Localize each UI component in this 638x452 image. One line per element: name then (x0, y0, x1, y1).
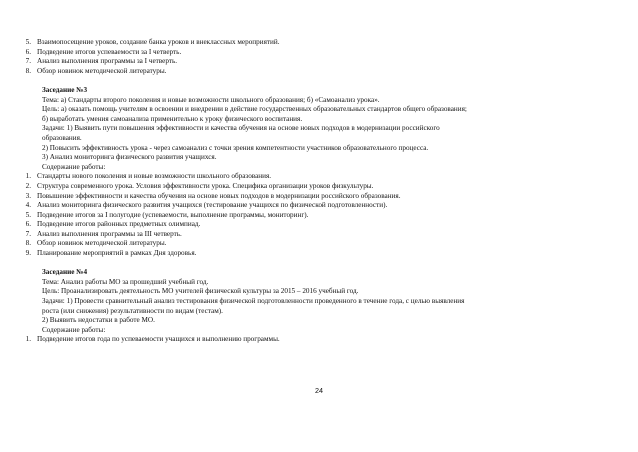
list-item: 7. Анализ выполнения программы за III четверть. (25, 229, 182, 238)
meeting-4-tasks: Задачи: 1) Провести сравнительный анализ тестирования физической подготовленности проведенного в течение года, с целью выявления (42, 297, 465, 306)
meeting-4-tasks-cont: роста (или снижения) результативности по видам (тестам). (42, 306, 223, 315)
meeting-4-items (0, 335, 590, 345)
meeting-4-topic: Тема: Анализ работы МО за прошедший учебный год. (42, 277, 209, 286)
meeting-3-tasks-cont: образования. (42, 133, 82, 142)
list-item: 9. Планирование мероприятий в рамках Дня здоровья. (25, 249, 197, 258)
meeting-4-section (0, 268, 590, 345)
list-item: 1. Стандарты нового поколения и новые возможности школьного образования. (25, 172, 272, 181)
list-item: 8. Обзор новинок методической литературы. (25, 239, 167, 248)
meeting-3-task-2: 2) Повысить эффективность урока - через самоанализ с точки зрения компетентности участников образовательного процесса. (42, 143, 429, 152)
list-item: 6. Подведение итогов районных предметных олимпиад. (25, 220, 201, 229)
list-item: 8. Обзор новинок методической литературы. (25, 66, 167, 75)
meeting-3-goal-cont: б) выработать умения самоанализа применительно к уроку физического воспитания. (42, 114, 303, 123)
meeting-3-items (0, 172, 590, 258)
meeting-3-goal: Цель: а) оказать помощь учителям в освоении и внедрении в действие государственных образовательных стандартов общего образования; (42, 105, 467, 114)
list-item: 5. Взаимопосещение уроков, создание банка уроков и внеклассных мероприятий. (25, 38, 280, 46)
page-number: 24 (315, 386, 323, 395)
meeting-3-task-3: 3) Анализ мониторинга физического развития учащихся. (42, 153, 217, 162)
meeting-4-task-2: 2) Выявить недостатки в работе МО. (42, 316, 155, 325)
list-item: 7. Анализ выполнения программы за I четверть. (25, 57, 178, 66)
spacer (0, 259, 590, 269)
meeting-4-goal: Цель: Проанализировать деятельность МО учителей физической культуры за 2015 – 2016 учебный год. (42, 287, 359, 296)
list-item: 6. Подведение итогов успеваемости за I четверть. (25, 47, 182, 56)
meeting-3-title: Заседание №3 (42, 85, 88, 94)
meeting-3-content-label: Содержание работы: (42, 162, 106, 171)
list-item: 1. Подведение итогов года по успеваемости учащихся и выполнению программы. (25, 335, 280, 344)
list-item: 5. Подведение итогов за I полугодие (успеваемости, выполнение программы, мониторинг). (25, 210, 309, 219)
meeting-3-section (0, 86, 590, 259)
meeting-3-topic: Тема: а) Стандарты второго поколения и новые возможности школьного образования; б) «Самоанализ урока». (42, 95, 380, 104)
meeting-4-title: Заседание №4 (42, 268, 88, 277)
list-item: 2. Структура современного урока. Условия эффективности урока. Специфика организации уроков физкультуры. (25, 181, 374, 190)
list-item: 3. Повышение эффективности и качества обучения на основе новых подходов в модернизации российского образования. (25, 191, 401, 200)
spacer (0, 76, 590, 86)
document-content (0, 38, 590, 345)
list-item: 4. Анализ мониторинга физического развития учащихся (тестирование учащихся по физической подготовленности). (25, 201, 388, 210)
meeting-3-tasks: Задачи: 1) Выявить пути повышения эффективности и качества обучения на основе новых подходов в модернизации российского (42, 124, 440, 133)
meeting-4-content-label: Содержание работы: (42, 325, 106, 334)
top-list (0, 38, 590, 76)
